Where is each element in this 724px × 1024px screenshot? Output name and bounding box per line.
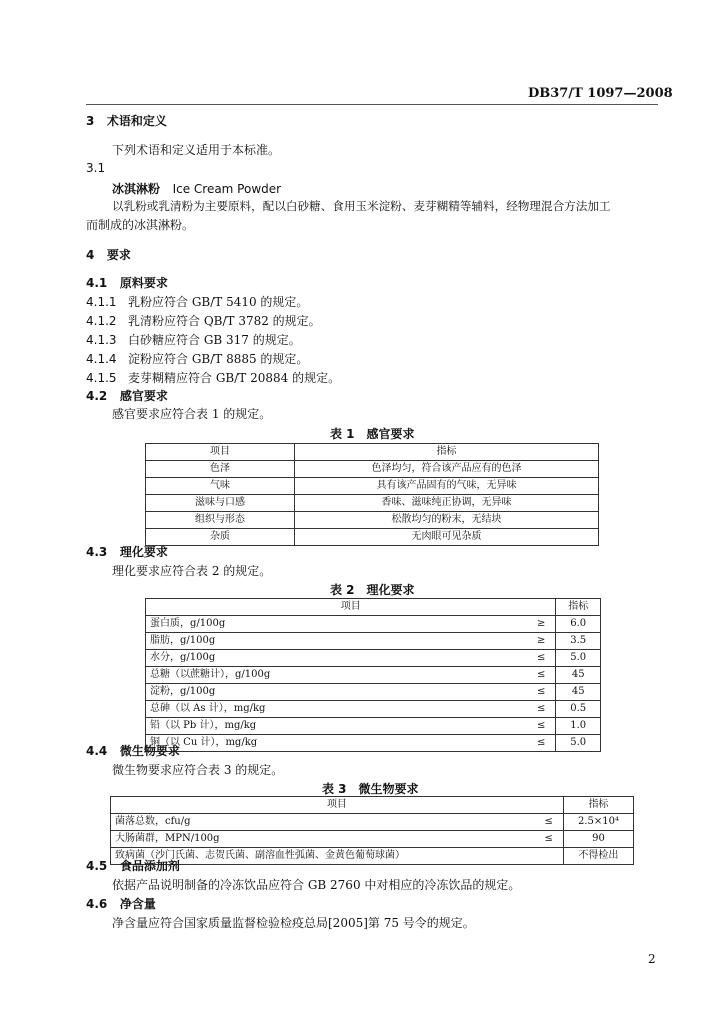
section-4-4-heading: 4.4 微生物要求 xyxy=(86,744,180,758)
table-cell: 5.0 xyxy=(556,650,601,667)
table-row xyxy=(111,797,634,814)
table-header-cell: 指标 xyxy=(563,797,633,814)
table-cell: 松散均匀的粉末，无结块 xyxy=(295,512,599,529)
table-row xyxy=(146,684,601,701)
table-1-caption: 表 1 感官要求 xyxy=(330,427,415,441)
section-4-6-text: 净含量应符合国家质量监督检验检疫总局[2005]第 75 号令的规定。 xyxy=(112,916,475,930)
term-definition-line-2: 而制成的冰淇淋粉。 xyxy=(86,218,195,232)
table-row xyxy=(146,495,599,512)
table-cell: 45 xyxy=(556,684,601,701)
term-title: 冰淇淋粉 Ice Cream Powder xyxy=(112,182,282,196)
table-row xyxy=(111,814,634,831)
table-row xyxy=(146,718,601,735)
table-row xyxy=(146,735,601,752)
table-3-caption: 表 3 微生物要求 xyxy=(322,782,419,796)
table-row xyxy=(111,848,634,865)
clause-4-1-4: 4.1.4 淀粉应符合 GB/T 8885 的规定。 xyxy=(86,352,309,366)
table-header-cell: 指标 xyxy=(295,444,599,461)
table-cell: 铅（以 Pb 计），mg/kg xyxy=(146,718,522,735)
table-cell: 气味 xyxy=(146,478,295,495)
section-4-5-text: 依据产品说明制备的冷冻饮品应符合 GB 2760 中对相应的冷冻饮品的规定。 xyxy=(112,878,521,892)
section-4-3-heading: 4.3 理化要求 xyxy=(86,545,168,559)
table-cell: 杂质 xyxy=(146,529,295,546)
table-cell: 1.0 xyxy=(556,718,601,735)
table-header-cell: 项目 xyxy=(146,599,556,616)
table-cell: ≤ xyxy=(521,701,556,718)
table-header-cell: 指标 xyxy=(556,599,601,616)
table-cell: 致病菌（沙门氏菌、志贺氏菌、副溶血性弧菌、金黄色葡萄球菌） xyxy=(111,848,529,865)
section-4-3-text: 理化要求应符合表 2 的规定。 xyxy=(112,564,272,578)
section-4-5-heading: 4.5 食品添加剂 xyxy=(86,859,180,873)
table-cell: 香味、滋味纯正协调，无异味 xyxy=(295,495,599,512)
table-row xyxy=(146,616,601,633)
table-row xyxy=(146,512,599,529)
table-cell: 3.5 xyxy=(556,633,601,650)
table-cell: 色泽均匀，符合该产品应有的色泽 xyxy=(295,461,599,478)
table-2-caption: 表 2 理化要求 xyxy=(330,583,415,597)
table-cell: ≤ xyxy=(529,831,564,848)
table-2 xyxy=(145,598,601,752)
table-cell: ≥ xyxy=(521,616,556,633)
table-row xyxy=(146,650,601,667)
clause-4-1-1: 4.1.1 乳粉应符合 GB/T 5410 的规定。 xyxy=(86,295,309,309)
table-cell: 大肠菌群，MPN/100g xyxy=(111,831,529,848)
table-cell: 色泽 xyxy=(146,461,295,478)
table-row xyxy=(111,831,634,848)
table-cell: ≤ xyxy=(521,718,556,735)
table-header-cell: 项目 xyxy=(111,797,564,814)
section-4-6-heading: 4.6 净含量 xyxy=(86,897,156,911)
page-number: 2 xyxy=(648,952,656,966)
table-cell: 总糖（以蔗糖计），g/100g xyxy=(146,667,522,684)
table-cell: 蛋白质，g/100g xyxy=(146,616,522,633)
section-4-1-heading: 4.1 原料要求 xyxy=(86,276,168,290)
table-cell: 无肉眼可见杂质 xyxy=(295,529,599,546)
section-4-2-heading: 4.2 感官要求 xyxy=(86,389,168,403)
doc-id: DB37/T 1097—2008 xyxy=(528,86,673,101)
table-cell: 总砷（以 As 计），mg/kg xyxy=(146,701,522,718)
table-cell: 0.5 xyxy=(556,701,601,718)
table-cell: 滋味与口感 xyxy=(146,495,295,512)
clause-4-1-2: 4.1.2 乳清粉应符合 QB/T 3782 的规定。 xyxy=(86,314,321,328)
table-cell: 铜（以 Cu 计），mg/kg xyxy=(146,735,522,752)
table-cell: 具有该产品固有的气味，无异味 xyxy=(295,478,599,495)
section-3-intro: 下列术语和定义适用于本标准。 xyxy=(112,143,281,157)
table-cell: 90 xyxy=(563,831,633,848)
term-definition-line-1: 以乳粉或乳清粉为主要原料，配以白砂糖、食用玉米淀粉、麦芽糊精等辅料，经物理混合方法加工 xyxy=(112,199,611,213)
header-rule xyxy=(86,104,658,105)
clause-4-1-3: 4.1.3 白砂糖应符合 GB 317 的规定。 xyxy=(86,333,301,347)
table-cell: ≤ xyxy=(521,667,556,684)
table-row xyxy=(146,461,599,478)
table-cell: 脂肪，g/100g xyxy=(146,633,522,650)
table-cell: 组织与形态 xyxy=(146,512,295,529)
table-1 xyxy=(145,443,599,546)
table-cell: 6.0 xyxy=(556,616,601,633)
section-3-1-number: 3.1 xyxy=(86,161,106,175)
table-row xyxy=(146,529,599,546)
table-cell: ≤ xyxy=(521,735,556,752)
table-cell: 菌落总数，cfu/g xyxy=(111,814,529,831)
table-cell: ≤ xyxy=(521,650,556,667)
table-3 xyxy=(110,796,634,865)
table-cell: ≥ xyxy=(521,633,556,650)
table-cell: 45 xyxy=(556,667,601,684)
section-4-4-text: 微生物要求应符合表 3 的规定。 xyxy=(112,763,284,777)
table-row xyxy=(146,701,601,718)
table-row xyxy=(146,633,601,650)
table-cell: 不得检出 xyxy=(563,848,633,865)
table-header-cell: 项目 xyxy=(146,444,295,461)
table-row xyxy=(146,599,601,616)
table-cell: 5.0 xyxy=(556,735,601,752)
clause-4-1-5: 4.1.5 麦芽糊精应符合 GB/T 20884 的规定。 xyxy=(86,371,341,385)
table-row xyxy=(146,444,599,461)
table-cell: 水分，g/100g xyxy=(146,650,522,667)
table-cell: 淀粉，g/100g xyxy=(146,684,522,701)
section-4-2-text: 感官要求应符合表 1 的规定。 xyxy=(112,407,272,421)
table-row xyxy=(146,667,601,684)
table-cell: 2.5×10⁴ xyxy=(563,814,633,831)
table-cell: ≤ xyxy=(529,814,564,831)
table-row xyxy=(146,478,599,495)
table-cell xyxy=(529,848,564,865)
section-3-heading: 3 术语和定义 xyxy=(86,114,167,128)
table-cell: ≤ xyxy=(521,684,556,701)
section-4-heading: 4 要求 xyxy=(86,248,131,262)
